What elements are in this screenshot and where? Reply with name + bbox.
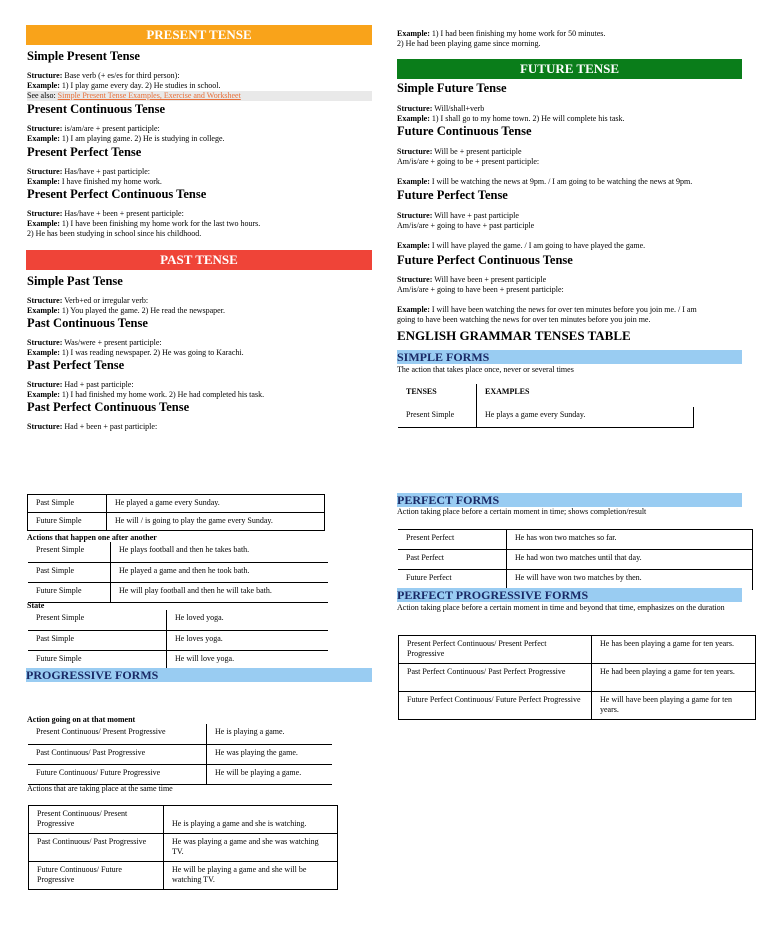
table-row <box>398 550 753 570</box>
table-cell: He played a game every Sunday. <box>107 495 325 513</box>
future-perfect-continuous-body: Structure: Will have been + present participle Am/is/are + going to have been + present participle: Example: I will have been watching the news for over ten minutes before you join me. / I am going to have been watching the news for over ten minutes before you join me. <box>397 275 697 324</box>
perfect-forms-table <box>398 529 753 590</box>
table-header-tenses: TENSES <box>406 387 437 396</box>
present-perfect-body: Structure: Has/have + past participle: Example: I have finished my home work. <box>27 167 162 186</box>
table-cell: He loved yoga. <box>167 610 329 630</box>
table-row <box>398 570 753 590</box>
table-cell: Future Continuous/ Future Progressive <box>29 862 164 890</box>
simple-past-body: Structure: Verb+ed or irregular verb: Example: 1) You played the game. 2) He read the newspaper. <box>27 296 225 315</box>
past-continuous-body: Structure: Was/were + present participle: Example: 1) I was reading newspaper. 2) He was going to Karachi. <box>27 338 244 357</box>
table-row <box>28 610 328 630</box>
past-perfect-continuous-body: Structure: Had + been + past participle: <box>27 422 158 431</box>
simple-present-title: Simple Present Tense <box>27 49 140 63</box>
table-row <box>28 764 332 784</box>
table-cell: He had been playing a game for ten years. <box>592 664 756 692</box>
table-cell: He was playing the game. <box>207 744 333 764</box>
table-cell: Future Perfect Continuous/ Future Perfect Progressive <box>399 692 592 720</box>
table-row <box>399 692 756 720</box>
table-cell: He will be playing a game and she will be watching TV. <box>164 862 338 890</box>
table-cell: He has been playing a game for ten years. <box>592 636 756 664</box>
table-row <box>28 724 332 744</box>
past-perfect-body: Structure: Had + past participle: Example: 1) I had finished my home work. 2) He had completed his task. <box>27 380 265 399</box>
table-row <box>28 542 328 562</box>
present-tense-banner: PRESENT TENSE <box>26 25 372 45</box>
table-cell: Future Continuous/ Future Progressive <box>28 764 207 784</box>
table-cell: He plays football and then he takes bath. <box>111 542 329 562</box>
table-row <box>28 495 325 513</box>
table-row <box>399 636 756 664</box>
table-row <box>29 806 338 834</box>
table-cell: He played a game and then he took bath. <box>111 562 329 582</box>
table-cell: Present Simple <box>398 407 477 427</box>
table-cell: Present Continuous/ Present Progressive <box>29 806 164 834</box>
table-row <box>398 407 694 427</box>
past-tense-banner: PAST TENSE <box>26 250 372 270</box>
simple-forms-desc: The action that takes place once, never or several times <box>397 365 574 374</box>
tenses-table-title: ENGLISH GRAMMAR TENSES TABLE <box>397 328 631 343</box>
table-cell: Past Perfect Continuous/ Past Perfect Progressive <box>399 664 592 692</box>
future-continuous-body: Structure: Will be + present participle Am/is/are + going to be + present participle: Example: I will be watching the news at 9pm. / I am going to be watching the news at 9pm. <box>397 147 693 186</box>
table-cell: Future Perfect <box>406 573 452 582</box>
table-row <box>29 862 338 890</box>
table-cell: He will play football and then he will take bath. <box>111 582 329 602</box>
perfect-progressive-table <box>398 635 756 720</box>
see-also-link[interactable]: Simple Present Tense Examples, Exercise and Worksheet <box>57 91 241 100</box>
going-on-label: Action going on at that moment <box>27 715 136 724</box>
simple-forms-cont-table <box>27 494 325 531</box>
table-cell: Present Continuous/ Present Progressive <box>28 724 207 744</box>
future-perfect-continuous-title: Future Perfect Continuous Tense <box>397 253 573 267</box>
simple-forms-table <box>398 384 694 428</box>
perfect-forms-heading: PERFECT FORMS <box>397 493 742 507</box>
table-header-examples: EXAMPLES <box>477 384 694 407</box>
present-continuous-title: Present Continuous Tense <box>27 102 165 116</box>
table-cell: He will / is going to play the game every Sunday. <box>107 513 325 531</box>
table-cell: He had won two matches until that day. <box>507 550 753 570</box>
past-continuous-title: Past Continuous Tense <box>27 316 148 330</box>
simple-present-body: Structure: Base verb (+ es/es for third person): Example: 1) I play game every day. 2) He studies in school. See also: Simple Present Tense Examples, Exercise and Worksheet <box>27 71 372 101</box>
table-cell: Past Simple <box>28 630 167 650</box>
perfect-forms-desc: Action taking place before a certain moment in time; shows completion/result <box>397 507 647 516</box>
table-cell: Present Perfect <box>398 530 507 550</box>
table-row <box>28 513 325 531</box>
simple-past-title: Simple Past Tense <box>27 274 123 288</box>
present-perfect-continuous-body: Structure: Has/have + been + present participle: Example: 1) I have been finishing my home work for the last two hours. 2) He has been studying in school since his childhood. <box>27 209 261 238</box>
table-cell: He has won two matches so far. <box>507 530 753 550</box>
perfect-progressive-heading: PERFECT PROGRESSIVE FORMS <box>397 588 742 602</box>
table-cell: He loves yoga. <box>167 630 329 650</box>
table-cell: He will have won two matches by then. <box>507 570 753 590</box>
table-cell: Present Perfect Continuous/ Present Perfect Progressive <box>399 636 592 664</box>
table-cell: He was playing a game and she was watching TV. <box>164 834 338 862</box>
table-cell: Future Simple <box>28 582 111 602</box>
future-continuous-title: Future Continuous Tense <box>397 124 532 138</box>
table-cell: Past Simple <box>28 495 107 513</box>
table-cell: Past Simple <box>28 562 111 582</box>
table-cell: Past Perfect <box>398 550 507 570</box>
table-cell: He plays a game every Sunday. <box>477 407 694 427</box>
after-another-table <box>28 542 328 603</box>
table-row <box>398 530 753 550</box>
future-perfect-body: Structure: Will have + past participle Am/is/are + going to have + past participle Example: I will have played the game. / I am going to have played the game. <box>397 211 646 250</box>
present-continuous-body: Structure: is/am/are + present participle: Example: 1) I am playing game. 2) He is studying in college. <box>27 124 225 143</box>
table-row <box>29 834 338 862</box>
present-perfect-continuous-title: Present Perfect Continuous Tense <box>27 187 207 201</box>
past-perfect-continuous-example: Example: 1) I had been finishing my home work for 50 minutes. 2) He had been playing game since morning. <box>397 29 606 48</box>
table-row <box>28 630 328 650</box>
table-row <box>28 744 332 764</box>
table-cell: He will love yoga. <box>167 650 329 670</box>
table-cell: Present Simple <box>28 610 167 630</box>
table-row <box>399 664 756 692</box>
table-cell: He is playing a game. <box>207 724 333 744</box>
state-label: State <box>27 601 45 610</box>
table-cell: Present Simple <box>28 542 111 562</box>
simple-forms-heading: SIMPLE FORMS <box>397 350 742 364</box>
table-cell: Past Continuous/ Past Progressive <box>29 834 164 862</box>
past-perfect-title: Past Perfect Tense <box>27 358 125 372</box>
table-cell: Future Simple <box>28 650 167 670</box>
table-cell: He is playing a game and she is watching. <box>164 806 338 834</box>
table-row <box>28 582 328 602</box>
past-perfect-continuous-title: Past Perfect Continuous Tense <box>27 400 190 414</box>
going-on-table <box>28 724 332 785</box>
present-perfect-title: Present Perfect Tense <box>27 145 142 159</box>
progressive-forms-heading: PROGRESSIVE FORMS <box>26 668 372 682</box>
future-tense-banner: FUTURE TENSE <box>397 59 742 79</box>
simple-future-title: Simple Future Tense <box>397 81 507 95</box>
same-time-label: Actions that are taking place at the same time <box>27 784 173 793</box>
table-cell: He will have been playing a game for ten years. <box>592 692 756 720</box>
table-row <box>28 650 328 670</box>
see-also-line: See also: Simple Present Tense Examples, Exercise and Worksheet <box>27 91 372 101</box>
future-perfect-title: Future Perfect Tense <box>397 188 508 202</box>
table-cell: Future Simple <box>28 513 107 531</box>
table-cell: He will be playing a game. <box>207 764 333 784</box>
after-another-label: Actions that happen one after another <box>27 533 157 542</box>
state-table <box>28 610 328 671</box>
perfect-progressive-desc: Action taking place before a certain moment in time and beyond that time, emphasizes on the duration <box>397 603 725 612</box>
table-row <box>28 562 328 582</box>
same-time-table <box>28 805 338 890</box>
table-cell: Past Continuous/ Past Progressive <box>28 744 207 764</box>
table-row <box>398 384 694 407</box>
simple-future-body: Structure: Will/shall+verb Example: 1) I shall go to my home town. 2) He will complete his task. <box>397 104 625 123</box>
